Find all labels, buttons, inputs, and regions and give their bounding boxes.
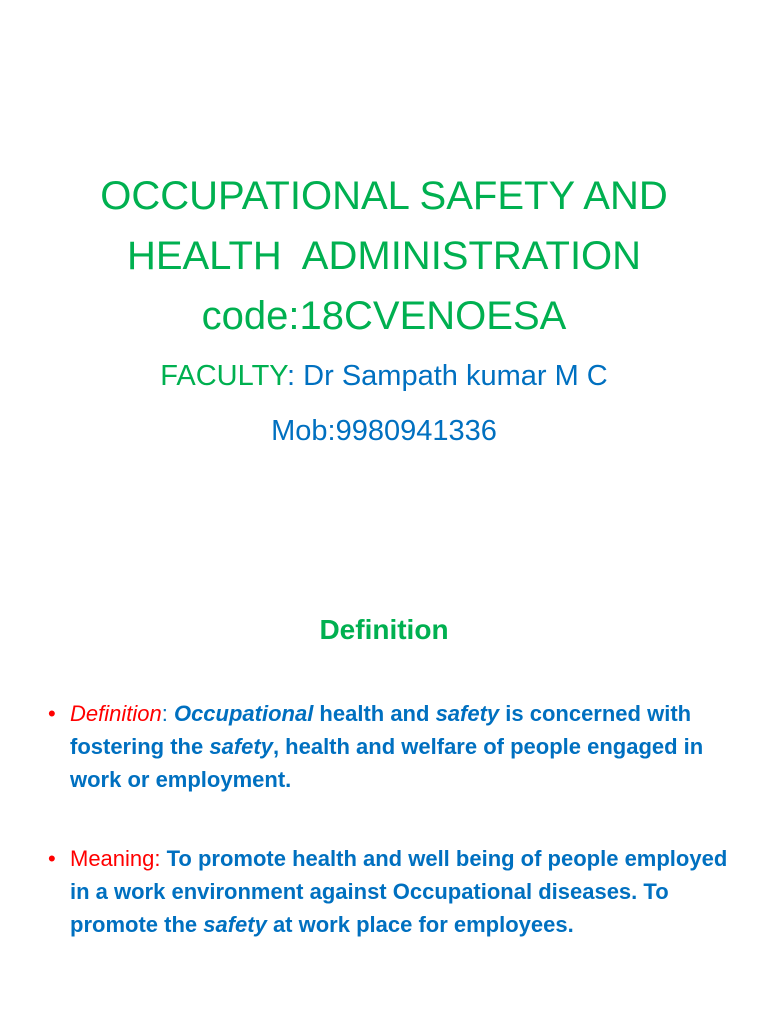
section-heading: Definition (319, 614, 449, 645)
bullet-segment: health and (313, 701, 436, 726)
course-code: code:18CVENOESA (201, 294, 567, 338)
bullet-segment: , health and welfare of people engaged in work or employment. (70, 734, 704, 792)
title-line-1: OCCUPATIONAL SAFETY AND (100, 174, 668, 218)
bullet-label: Meaning: (70, 846, 167, 871)
bullet-segment: safety (209, 734, 273, 759)
bullet-colon: : (161, 701, 174, 726)
bullet-text (48, 842, 728, 941)
bullet-segment: safety (203, 912, 267, 937)
bullet-meaning (48, 842, 728, 941)
bullet-text (48, 697, 728, 796)
bullet-marker: • (48, 846, 56, 871)
faculty-mobile: Mob:9980941336 (271, 415, 497, 447)
slide-title (0, 166, 768, 346)
bullet-segment: safety (435, 701, 500, 726)
bullet-segment: To promote health and well being of people employed in a work environment against Occupational diseases. To promote the (70, 846, 728, 937)
bullet-marker: • (48, 701, 56, 726)
faculty-separator: : (287, 360, 304, 392)
bullet-definition (48, 697, 728, 796)
bullet-segment: Occupational (173, 701, 314, 726)
faculty-name: Dr Sampath kumar M C (303, 360, 608, 392)
faculty-label: FACULTY (160, 360, 288, 392)
title-line-2: HEALTH ADMINISTRATION (126, 234, 642, 278)
faculty-line (0, 356, 768, 396)
bullet-segment: at work place for employees. (266, 912, 574, 937)
bullet-label: Definition (70, 701, 162, 726)
bullet-segment: is concerned with fostering the (70, 701, 692, 759)
